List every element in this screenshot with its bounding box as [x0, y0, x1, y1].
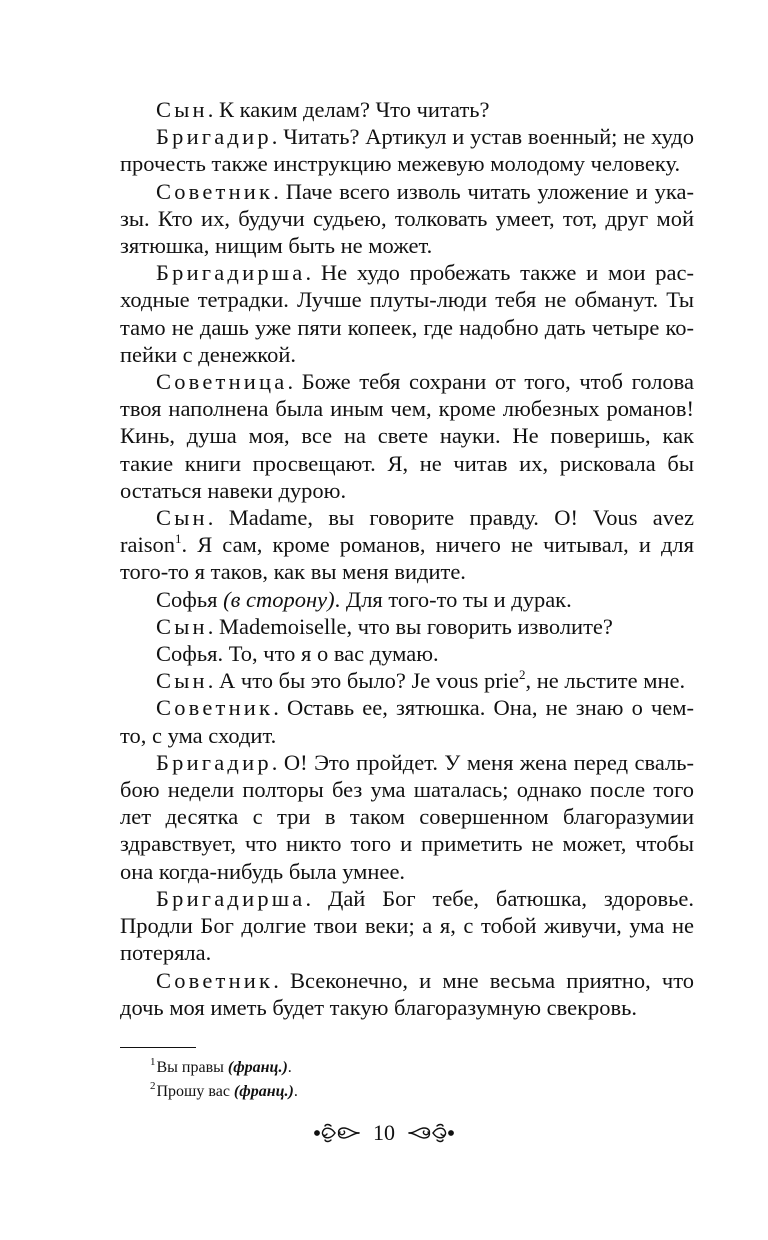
speaker-name: Советник — [156, 178, 274, 204]
footnote-ref[interactable]: 2 — [519, 667, 526, 683]
paragraph — [120, 749, 694, 885]
speaker-name: Советник — [156, 967, 274, 993]
footnotes — [120, 1047, 694, 1104]
paragraph — [120, 368, 694, 504]
speech: . Дай Бог тебе, батюшка, здоровье. Продли Бог долгие твои веки; а я, с тобой живучи, ума не потеряла. — [120, 885, 694, 966]
footnote-ref[interactable]: 1 — [175, 531, 182, 547]
paragraph — [120, 694, 694, 748]
footnote-mark: 2 — [150, 1080, 156, 1092]
speaker-name: Советник — [156, 695, 274, 721]
speaker-name: Сын — [156, 668, 208, 694]
paragraph — [120, 885, 694, 967]
speech: . O! Это пройдет. У меня жена перед свальбою недели полторы без ума шаталась; однако после того лет десятка с три в таком совершенном благоразумии здравствует, что никто того и приметить не может, чтобы она когда-нибудь была умнее. — [120, 749, 694, 884]
speech: . Оставь ее, зятюшка. Она, не знаю о чем-то, с ума сходит. — [120, 695, 694, 748]
footnote-lang: (франц.) — [233, 1083, 294, 1100]
footnote-mark: 1 — [150, 1056, 156, 1068]
footnote-rule — [120, 1047, 196, 1048]
paragraph — [120, 178, 694, 260]
footnote — [120, 1056, 694, 1080]
speaker-name: Бригадирша — [156, 885, 306, 911]
speech: . Mademoiselle, что вы говорить изволите? — [207, 613, 613, 639]
paragraph — [120, 586, 694, 613]
speaker-name: Бригадирша — [156, 260, 306, 286]
paragraph — [120, 667, 694, 694]
speaker-name: Софья — [156, 586, 218, 612]
speech: . Всеконечно, и мне весьма приятно, что дочь моя иметь будет такую благоразумную свекровь. — [120, 967, 694, 1020]
speech: , не льстите мне. — [525, 668, 686, 694]
speech: . Madame, вы говорите правду. O! Vous avez raison — [120, 505, 694, 558]
footnote — [120, 1080, 694, 1104]
fleuron-right-icon — [407, 1122, 455, 1144]
paragraph — [120, 96, 694, 123]
speech: . Для того-то ты и дурак. — [334, 586, 572, 612]
paragraph — [120, 504, 694, 586]
speaker-name: Сын — [156, 97, 208, 122]
paragraph — [120, 613, 694, 640]
footnote-end: . — [287, 1059, 292, 1076]
speech: . То, что я о вас думаю. — [217, 641, 439, 667]
speech: . Не худо пробежать также и мои расходные тетрадки. Лучше плуты-люди тебя не обманут. Ты тамо не дашь уже пяти копеек, где надобно дать четыре копейки с денежкой. — [120, 260, 694, 367]
footnote-end: . — [293, 1083, 298, 1100]
paragraph — [120, 123, 694, 177]
footnote-text: Вы правы — [156, 1059, 228, 1076]
fleuron-left-icon — [313, 1122, 361, 1144]
paragraph — [120, 640, 694, 667]
paragraph — [120, 259, 694, 368]
speech: . Я сам, кроме романов, ничего не читывал, и для того-то я таков, как вы меня видите. — [120, 532, 694, 585]
speaker-name: Бригадир — [156, 749, 272, 775]
footnote-text: Прошу вас — [156, 1083, 234, 1100]
speech: . Паче всего изволь читать уложение и указы. Кто их, будучи судьею, толковать умеет, тот, друг мой зятюшка, нищим быть не может. — [120, 178, 694, 259]
stage-direction: (в сторону) — [223, 586, 335, 612]
speaker-name: Софья — [156, 641, 218, 667]
speech: . А что бы это было? Je vous prie — [207, 668, 520, 694]
speaker-name: Советница — [156, 369, 288, 395]
speaker-name: Сын — [156, 505, 208, 531]
play-text — [120, 96, 694, 1021]
page-number: 10 — [373, 1120, 395, 1145]
footnote-lang: (франц.) — [227, 1059, 288, 1076]
speaker-name: Сын — [156, 613, 208, 639]
speech: . Боже тебя сохрани от того, чтоб голова твоя наполнена была иным чем, кроме любезных романов! Кинь, душа моя, все на свете науки. Не поверишь, как такие книги просвещают. Я, не читав их, рисковала бы остаться навеки дурою. — [120, 369, 694, 503]
paragraph — [120, 967, 694, 1021]
speech: . К каким делам? Что читать? — [207, 97, 490, 122]
speech: . Читать? Артикул и устав военный; не худо прочесть также инструкцию межевую молодому человеку. — [120, 124, 694, 177]
speaker-name: Бригадир — [156, 124, 272, 150]
page-footer — [0, 1120, 768, 1146]
